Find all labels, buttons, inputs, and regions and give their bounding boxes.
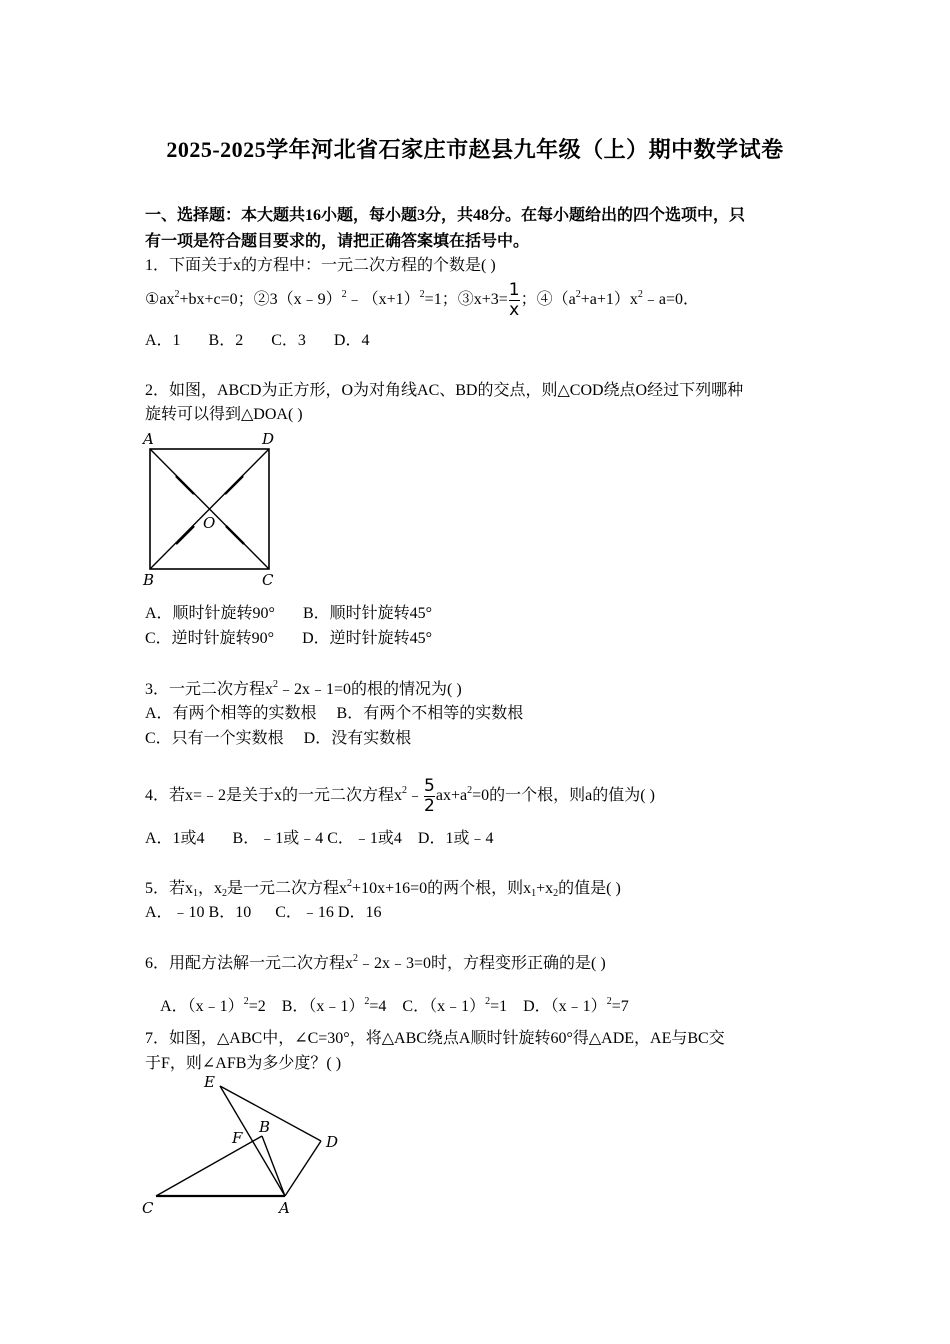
q5-stem: 5．若$x_1$，$x_2$是一元二次方程$x^2+10x+16=0$的两个根，则$x_1+x_2$的值是( ) — [145, 878, 621, 899]
q4-stem: 4．若x=﹣2是关于x的一元二次方程$x^2﹣$ $\frac{5}{2}$ $ax+a^2=0$的一个根，则a的值为( ) — [145, 775, 655, 816]
diagonal-ac-thick-lower — [226, 526, 244, 544]
q1-equations: $①ax^2+bx+c=0$；$②3(x﹣9)^2﹣(x+1)^2=1$；③x+3= $\frac{1}{x}$ ；$④(a^2+a+1)x^2﹣a=0$． — [145, 279, 699, 320]
segment-da — [285, 1141, 321, 1196]
q3-stem: 3．一元二次方程$x^2﹣2x﹣1=0$的根的情况为( ) — [145, 679, 462, 698]
page-title: 2025-2025学年河北省石家庄市赵县九年级（上）期中数学试卷 — [166, 137, 784, 162]
label-f: F — [232, 1129, 243, 1147]
q6-stem: 6．用配方法解一元二次方程$x^2﹣2x﹣3=0$时，方程变形正确的是( ) — [145, 953, 606, 972]
diagonal-bd-thick-lower — [176, 526, 194, 544]
q2-stem-line1: 2．如图，ABCD为正方形，O为对角线AC、BD的交点，则△COD绕点O经过下列哪种 — [145, 382, 744, 399]
q7-stem-line1: 7．如图，△ABC中，∠C=30°，将△ABC绕点A顺时针旋转60°得△ADE，AE与BC交 — [145, 1030, 725, 1047]
q3-options-line2: C．只有一个实数根 D．没有实数根 — [145, 730, 412, 747]
square-abcd-diagram — [140, 428, 290, 590]
diagonal-ac-thick-upper — [176, 476, 194, 494]
q2-options-line1: A．顺时针旋转90° B．顺时针旋转45° — [145, 605, 433, 622]
section-header-line1: 一、选择题：本大题共16小题，每小题3分，共48分。在每小题给出的四个选项中，只 — [145, 207, 746, 224]
segment-cb — [156, 1136, 262, 1196]
q7-stem-line2: 于F，则∠AFB为多少度？( ) — [145, 1055, 342, 1072]
label-d: D — [326, 1133, 339, 1151]
q4-options: A．1或4 B．﹣1或﹣4 C．﹣1或4 D．1或﹣4 — [145, 830, 494, 847]
label-a: A — [143, 430, 154, 448]
q4-fraction: $\frac{5}{2}$ — [424, 775, 435, 816]
section-header-line2: 有一项是符合题目要求的，请把正确答案填在括号中。 — [145, 233, 530, 250]
label-b: B — [259, 1118, 271, 1136]
rotation-triangle-diagram — [138, 1070, 353, 1220]
q2-options-line2: C．逆时针旋转90° D．逆时针旋转45° — [145, 630, 433, 647]
q2-stem-line2: 旋转可以得到△DOA( ) — [145, 406, 303, 423]
q1-fraction: $\frac{1}{x}$ — [508, 279, 520, 320]
label-b: B — [143, 571, 155, 589]
q3-options-line1: A．有两个相等的实数根 B．有两个不相等的实数根 — [145, 705, 524, 722]
q5-options: A．﹣10 B．10 C．﹣16 D．16 — [145, 904, 382, 921]
label-c: C — [142, 1199, 154, 1217]
diagonal-bd-thick-upper — [225, 476, 243, 494]
label-d: D — [262, 430, 275, 448]
label-e: E — [204, 1073, 215, 1091]
q1-options: A．1 B．2 C．3 D．4 — [145, 332, 370, 349]
q1-stem: 1．下面关于x的方程中：一元二次方程的个数是( ) — [145, 257, 496, 274]
q6-options: A．（x﹣1）$^2$=2 B．（x﹣1）$^2$=4 C．（x﹣1）$^2$=1 D．（x﹣1）$^2$=7 — [160, 996, 629, 1015]
label-c: C — [262, 571, 274, 589]
label-o: O — [203, 514, 216, 532]
segment-ba — [262, 1136, 285, 1196]
label-a: A — [279, 1199, 290, 1217]
